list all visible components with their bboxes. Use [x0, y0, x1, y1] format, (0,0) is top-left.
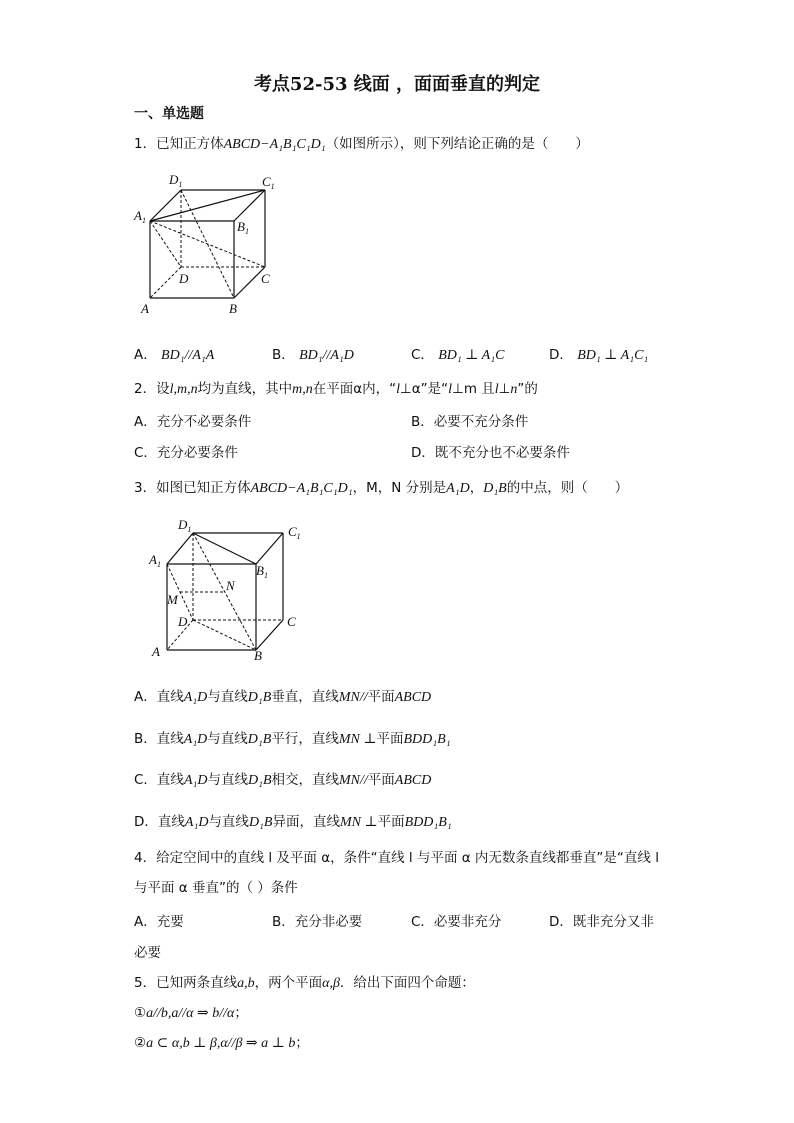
- q3-option-a[interactable]: A．直线A₁D与直线D₁B垂直，直线MN//平面ABCD: [134, 689, 432, 705]
- q1-option-b[interactable]: B． BD₁//A₁D: [272, 347, 354, 363]
- q3-option-b[interactable]: B．直线A₁D与直线D₁B平行，直线MN ⊥平面BDD₁B₁: [134, 731, 451, 747]
- question-1-stem: 1．已知正方体ABCD−A₁B₁C₁D₁（如图所示），则下列结论正确的是（ ）: [134, 136, 589, 152]
- label-A1: $A_1$: [149, 552, 161, 569]
- label-A: A: [141, 301, 149, 316]
- label-A1: $A_1$: [134, 208, 146, 225]
- q5-proposition-1: ①a//b,a//α ⇒ b//α；: [134, 1005, 248, 1021]
- q4-option-d[interactable]: D．既非充分又非: [549, 914, 654, 930]
- cube-figure-1: [130, 168, 290, 318]
- label-C: C: [261, 271, 270, 286]
- q4-option-a[interactable]: A．充要: [134, 914, 184, 930]
- question-3-stem: 3．如图已知正方体ABCD−A₁B₁C₁D₁，M，N 分别是A₁D，D₁B的中点，则（ ）: [134, 480, 629, 496]
- label-N: N: [226, 578, 235, 593]
- question-2-stem: 2．设l,m,n均为直线，其中m,n在平面α内，“l⊥α”是“l⊥m 且l⊥n”的: [134, 381, 538, 397]
- q2-option-a[interactable]: A．充分不必要条件: [134, 414, 252, 430]
- cube-figure-2: [145, 515, 315, 665]
- label-C1: $C_1$: [262, 174, 275, 191]
- label-M: M: [167, 592, 178, 607]
- q1-option-d[interactable]: D． BD₁ ⊥ A₁C₁: [549, 347, 649, 363]
- q5-proposition-2: ②a ⊂ α,b ⊥ β,α//β ⇒ a ⊥ b；: [134, 1035, 309, 1051]
- question-4-stem-line2: 与平面 α 垂直”的（ ）条件: [134, 880, 298, 896]
- label-B1: $B_1$: [256, 563, 268, 580]
- q4-option-b[interactable]: B．充分非必要: [272, 914, 363, 930]
- section-heading: 一、单选题: [134, 106, 204, 122]
- label-D1: $D_1$: [178, 517, 192, 534]
- q1-option-c[interactable]: C． BD₁ ⊥ A₁C: [411, 347, 505, 363]
- label-C: C: [287, 614, 296, 629]
- q1-option-a[interactable]: A． BD₁//A₁A: [134, 347, 215, 363]
- q3-option-c[interactable]: C．直线A₁D与直线D₁B相交，直线MN//平面ABCD: [134, 772, 432, 788]
- label-B1: $B_1$: [237, 219, 249, 236]
- q3-option-d[interactable]: D．直线A₁D与直线D₁B异面，直线MN ⊥平面BDD₁B₁: [134, 814, 452, 830]
- q2-option-c[interactable]: C．充分必要条件: [134, 445, 238, 461]
- label-B: B: [229, 301, 237, 316]
- label-D1: $D_1$: [169, 172, 183, 189]
- label-D: D: [178, 614, 188, 629]
- label-D: D: [179, 271, 189, 286]
- label-C1: $C_1$: [288, 524, 301, 541]
- q2-option-d[interactable]: D．既不充分也不必要条件: [411, 445, 570, 461]
- label-A: A: [152, 644, 160, 659]
- q2-option-b[interactable]: B．必要不充分条件: [411, 414, 529, 430]
- q4-option-d-wrap: 必要: [134, 945, 161, 961]
- question-5-stem: 5．已知两条直线a,b，两个平面α,β．给出下面四个命题：: [134, 975, 475, 991]
- page-title: 考点52-53 线面 ，面面垂直的判定: [253, 74, 541, 95]
- label-B: B: [254, 648, 262, 663]
- q4-option-c[interactable]: C．必要非充分: [411, 914, 502, 930]
- question-4-stem-line1: 4．给定空间中的直线 l 及平面 α，条件“直线 l 与平面 α 内无数条直线都垂直”是“直线 l: [134, 850, 659, 866]
